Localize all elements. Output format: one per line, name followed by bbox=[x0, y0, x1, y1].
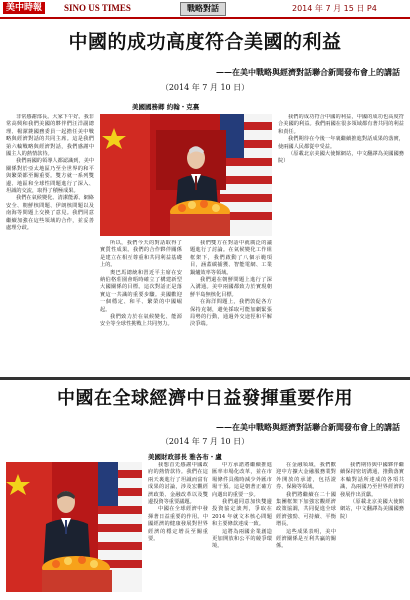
section-label: 戰略對話 bbox=[180, 2, 226, 16]
masthead bbox=[0, 0, 410, 19]
article1-title: 中國的成功高度符合美國的利益 bbox=[68, 31, 342, 53]
paragraph: 中方承諾將繼續推進匯率市場化改革，並在市場條件具備時減少外匯市場干預。這是朝著正確方向邁出的重要一步。 bbox=[212, 462, 272, 498]
paragraph: 中國在全球經濟中發揮著日益重要的作用。中國經濟的健康發展對世界經濟的穩定增長至關重要。 bbox=[148, 506, 208, 543]
paragraph: 我們期待與中國夥伴繼續保持密切溝通，推動落實本輪對話所達成的各項共識，為兩國乃至世界經濟的發展作出貢獻。 bbox=[340, 462, 404, 498]
article-divider bbox=[0, 377, 410, 380]
paragraph: 我們雙方在對話中就廣泛的議題進行了討論。在氣候變化工作組框架下，我們啟動了八個示範項目，涵蓋碳捕獲、智能電網、工業鍋爐效率等領域。 bbox=[190, 240, 272, 276]
paragraph: 這將為兩國企業創造更加開放和公平的競爭環境。 bbox=[212, 528, 272, 550]
article1-photo bbox=[100, 114, 272, 236]
paragraph: 非常感謝部長。大家下午好。我非常高興和我們美國的夥伴們汪洋副總理、楊潔篪國務委員一起擔任美中戰略與經濟對話的共同主席。這是我們第六輪戰略與經濟對話，我們感謝中國主人的熱情款待。 bbox=[6, 114, 94, 158]
article1-column-3 bbox=[190, 240, 272, 372]
issue-date-page: 2014 年 7 月 15 日 P4 bbox=[292, 4, 377, 13]
article2-subtitle: ——在美中戰略與經濟對話聯合新聞發布會上的講話 bbox=[216, 422, 400, 432]
article2-column-4 bbox=[340, 462, 404, 594]
paragraph: 我們致力於在氣候變化、能源安全等全球性挑戰上共同努力。 bbox=[100, 314, 182, 328]
paragraph: 所以，我們今天的對話取得了實質性成果。我們的合作夥伴關係是建立在相互尊重和共同利益基礎上的。 bbox=[100, 240, 182, 269]
article2-column-1 bbox=[148, 462, 208, 594]
article1-byline: 美國國務卿 約翰・克裏 bbox=[132, 103, 200, 111]
paragraph: 我想首先感謝中國政府的熱情款待。我們在這兩天裏進行了坦誠而富有成果的討論，涉及宏觀經濟政策、金融改革以及雙邊投資等重要議題。 bbox=[148, 462, 208, 506]
paragraph: 奧巴馬總統和習近平主席在安納伯格莊園會晤時確立了構建新型大國關係的目標。這次對話正是落實這一共識的重要步驟。美國歡迎一個穩定、和平、繁榮的中國崛起。 bbox=[100, 269, 182, 313]
paragraph: 我們將繼續在二十國集團框架下加強宏觀經濟政策協調，共同促進全球經濟強勁、可持續、平衡增長。 bbox=[276, 491, 336, 528]
article2-column-3 bbox=[276, 462, 336, 594]
article2-column-2 bbox=[212, 462, 272, 594]
paragraph: 我們期待在今後一年裏繼續推進對話成果的落實，使兩國人民都從中受益。 bbox=[278, 136, 404, 150]
article1-column-1 bbox=[6, 114, 94, 372]
paragraph: 在海洋問題上，我們敦促各方保持克制，避免採取可能加劇緊張局勢的行動，通過外交途徑和平解決爭端。 bbox=[190, 299, 272, 328]
article2-photo bbox=[6, 462, 142, 592]
paragraph: 我們兩國的領導人都認識到，美中關係對於亞太地區乃至全世界的和平與繁榮都至關重要。雙方就一系列雙邊、地區和全球性問題進行了深入、坦誠的交流，取得了積極成果。 bbox=[6, 158, 94, 195]
newspaper-logo: 美中時報 bbox=[3, 2, 45, 14]
article1-column-4 bbox=[278, 114, 404, 372]
paragraph: （原載北京美國大使館網站，中文翻譯為美國國務院） bbox=[340, 499, 404, 520]
article2-date: （2014 年 7 月 10 日） bbox=[160, 437, 250, 446]
article2-byline: 美國財政部長 雅各布・盧 bbox=[148, 453, 222, 461]
paragraph: 這些成果表明，美中經濟關係是互利共贏的關係。 bbox=[276, 528, 336, 550]
paragraph: （原載北京美國大使館網站，中文翻譯為美國國務院） bbox=[278, 151, 404, 165]
article2-title: 中國在全球經濟中日益發揮重要作用 bbox=[57, 388, 353, 409]
paragraph: 我們還同意加快雙邊投資協定談判，爭取在 2014 年就文本核心問題和主要條款達成一致。 bbox=[212, 499, 272, 528]
article1-subtitle: ——在美中戰略與經濟對話聯合新聞發布會上的講話 bbox=[216, 67, 400, 77]
paragraph: 在金融領域，我們歡迎中方擴大金融服務業對外開放的承諾，包括證券、保險等領域。 bbox=[276, 462, 336, 491]
kerry-podium-photo bbox=[100, 114, 272, 236]
article1-date: （2014 年 7 月 10 日） bbox=[160, 83, 250, 92]
paragraph: 我們的成功符合中國的利益，中國的成功也高度符合美國的利益。我們兩國在很多領域都有著共同的利益和責任。 bbox=[278, 114, 404, 135]
article1-column-2 bbox=[100, 240, 182, 372]
lew-podium-photo bbox=[6, 462, 142, 592]
paragraph: 我們還在朝鮮問題上進行了深入溝通。美中兩國都致力於實現朝鮮半島無核化目標。 bbox=[190, 277, 272, 298]
paragraph: 我們在氣候變化、清潔能源、網絡安全、朝鮮核問題、伊朗核問題以及南海等問題上交換了意見。我們同意繼續加強在這些領域的合作，並妥善處理分歧。 bbox=[6, 195, 94, 232]
paper-name: SINO US TIMES bbox=[64, 3, 131, 13]
